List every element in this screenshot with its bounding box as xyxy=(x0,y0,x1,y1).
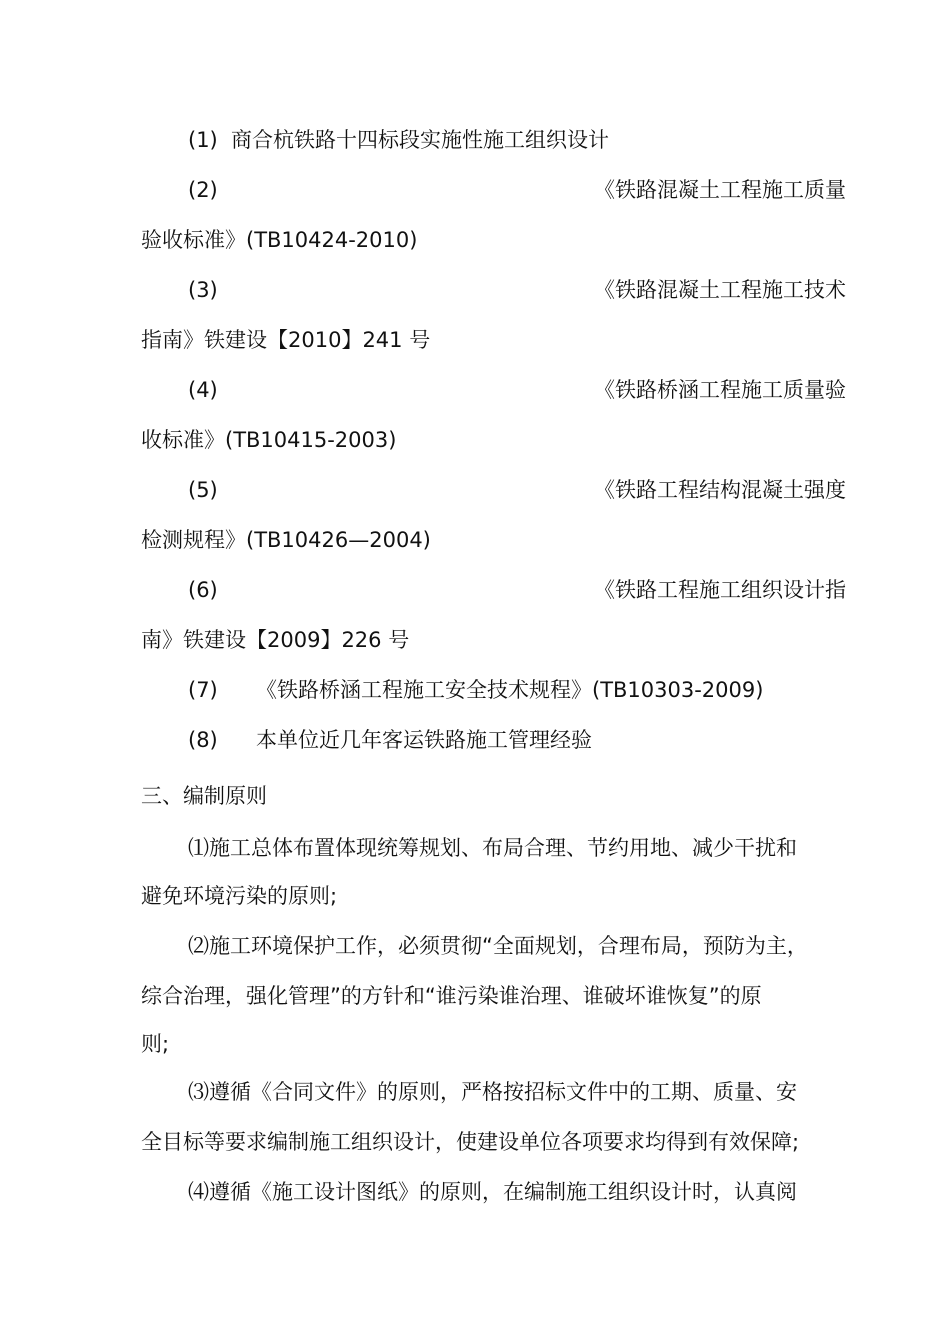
ref-5-text-line2: 检测规程》(TB10426—2004) xyxy=(141,528,431,552)
ref-8-number: (8) xyxy=(188,728,218,752)
ref-1-text: 商合杭铁路十四标段实施性施工组织设计 xyxy=(231,128,609,152)
ref-5-text-line1: 《铁路工程结构混凝土强度 xyxy=(594,478,846,502)
ref-2-number: (2) xyxy=(188,178,218,202)
ref-3-text-line2: 指南》铁建设【2010】241 号 xyxy=(141,328,431,352)
ref-8-text: 本单位近几年客运铁路施工管理经验 xyxy=(256,728,592,752)
ref-1-number: (1) xyxy=(188,128,218,152)
section-heading: 三、编制原则 xyxy=(141,784,267,808)
ref-4-number: (4) xyxy=(188,378,218,402)
principle-1-line2: 避免环境污染的原则; xyxy=(141,884,338,908)
ref-2-text-line1: 《铁路混凝土工程施工质量 xyxy=(594,178,846,202)
principle-3-line1: ⑶遵循《合同文件》的原则，严格按招标文件中的工期、质量、安 xyxy=(188,1080,797,1104)
ref-6-number: (6) xyxy=(188,578,218,602)
principle-1-line1: ⑴施工总体布置体现统筹规划、布局合理、节约用地、减少干扰和 xyxy=(188,836,797,860)
ref-6-text-line2: 南》铁建设【2009】226 号 xyxy=(141,628,410,652)
principle-3-line2: 全目标等要求编制施工组织设计，使建设单位各项要求均得到有效保障; xyxy=(141,1130,800,1154)
ref-3-number: (3) xyxy=(188,278,218,302)
principle-2-line1: ⑵施工环境保护工作，必须贯彻“全面规划，合理布局，预防为主， xyxy=(188,934,808,958)
ref-7-text: 《铁路桥涵工程施工安全技术规程》(TB10303-2009) xyxy=(256,678,764,702)
principle-4-line1: ⑷遵循《施工设计图纸》的原则，在编制施工组织设计时，认真阅 xyxy=(188,1180,797,1204)
ref-3-text-line1: 《铁路混凝土工程施工技术 xyxy=(594,278,846,302)
ref-5-number: (5) xyxy=(188,478,218,502)
ref-7-number: (7) xyxy=(188,678,218,702)
principle-2-line3: 则; xyxy=(141,1032,170,1056)
ref-4-text-line1: 《铁路桥涵工程施工质量验 xyxy=(594,378,846,402)
ref-4-text-line2: 收标准》(TB10415-2003) xyxy=(141,428,397,452)
ref-6-text-line1: 《铁路工程施工组织设计指 xyxy=(594,578,846,602)
ref-2-text-line2: 验收标准》(TB10424-2010) xyxy=(141,228,418,252)
principle-2-line2: 综合治理，强化管理”的方针和“谁污染谁治理、谁破坏谁恢复”的原 xyxy=(141,984,762,1008)
